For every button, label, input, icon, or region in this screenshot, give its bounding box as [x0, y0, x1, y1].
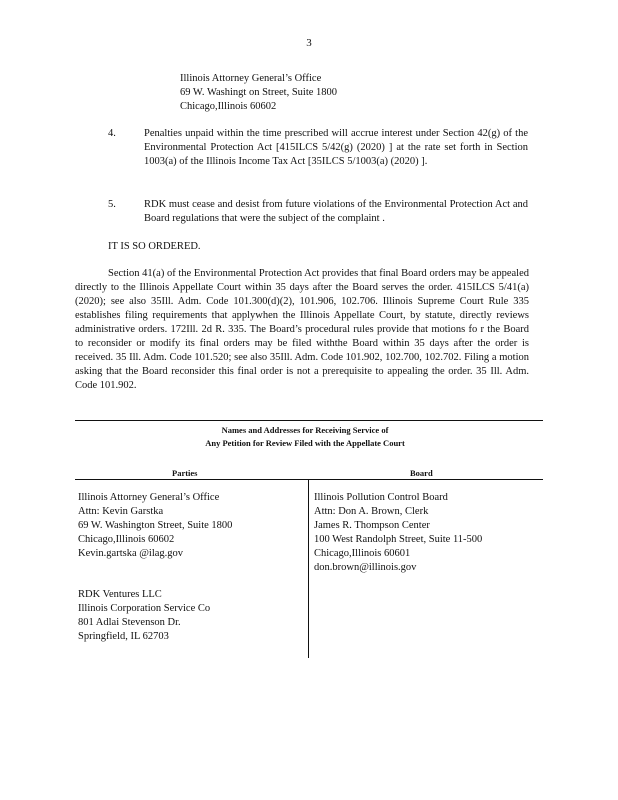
service-table-caption — [160, 424, 450, 450]
table-top-rule — [75, 420, 543, 421]
board-email[interactable]: don.brown@illinois.gov — [314, 562, 417, 573]
board-header: Board — [410, 468, 433, 478]
address-line: Illinois Attorney General’s Office — [180, 73, 322, 84]
board-line: 100 West Randolph Street, Suite 11-500 — [314, 534, 483, 545]
party-line: Illinois Attorney General’s Office — [78, 492, 220, 503]
caption-line: Names and Addresses for Receiving Service of — [221, 425, 389, 435]
party-attorney-general — [78, 491, 232, 561]
party-email[interactable]: Kevin.gartska @ilag.gov — [78, 548, 184, 559]
order-item-5 — [108, 198, 528, 228]
board-line: Chicago,Illinois 60601 — [314, 548, 411, 559]
item-text: RDK must cease and desist from future violations of the Environmental Protection Act and Board regulations that were the subject of the complaint . — [144, 199, 528, 224]
so-ordered-line: IT IS SO ORDERED. — [108, 241, 201, 252]
item-number: 5. — [108, 199, 116, 210]
address-line: 69 W. Washingt on Street, Suite 1800 — [180, 87, 338, 98]
caption-line: Any Petition for Review Filed with the Appellate Court — [205, 438, 405, 448]
board-line: James R. Thompson Center — [314, 520, 430, 531]
table-column-divider — [308, 480, 309, 658]
item-text: Penalties unpaid within the time prescribed will accrue interest under Section 42(g) of the Environmental Protection Act [415ILCS 5/42(g) (2020) ] at the rate set forth in Section 1003(a) of the Illinois Income Tax Act [35ILCS 5/1003(a) (2020) ]. — [144, 128, 528, 167]
appeal-paragraph: Section 41(a) of the Environmental Protection Act provides that final Board orders may be appealed directly to the Illinois Appellate Court within 35 days after the Board serves the order. 415ILCS 5/41(a) (2020); see also 35Ill. Adm. Code 101.300(d)(2), 101.906, 102.706. Illinois Supreme Court Rule 335 establishes filing requirements that applywhen the Illinois Appellate Court, by statute, directly reviews administrative orders. 172Ill. 2d R. 335. The Board’s procedural rules provide that motions fo r the Board to reconsider or modify its final orders may be filed withthe Board within 35 days after the order is received. 35 Ill. Adm. Code 101.520; see also 35Ill. Adm. Code 101.902, 102.700, 102.702. Filing a motion asking that the Board reconsider this final order is not a prerequisite to appealing the order. 35 Ill. Adm. Code 101.902. — [75, 268, 529, 391]
table-header-rule — [75, 479, 543, 480]
order-item-4 — [108, 127, 528, 185]
party-rdk-ventures — [78, 588, 210, 644]
attorney-general-address — [180, 72, 337, 114]
address-line: Chicago,Illinois 60602 — [180, 101, 277, 112]
party-line: Attn: Kevin Garstka — [78, 506, 164, 517]
party-line: 801 Adlai Stevenson Dr. — [78, 617, 181, 628]
party-line: Springfield, IL 62703 — [78, 631, 169, 642]
page-number: 3 — [306, 37, 312, 49]
board-line: Illinois Pollution Control Board — [314, 492, 448, 503]
parties-header: Parties — [172, 468, 198, 478]
party-line: Chicago,Illinois 60602 — [78, 534, 175, 545]
party-line: 69 W. Washington Street, Suite 1800 — [78, 520, 233, 531]
party-line: Illinois Corporation Service Co — [78, 603, 211, 614]
item-number: 4. — [108, 128, 116, 139]
party-line: RDK Ventures LLC — [78, 589, 162, 600]
board-address — [314, 491, 482, 575]
board-line: Attn: Don A. Brown, Clerk — [314, 506, 429, 517]
